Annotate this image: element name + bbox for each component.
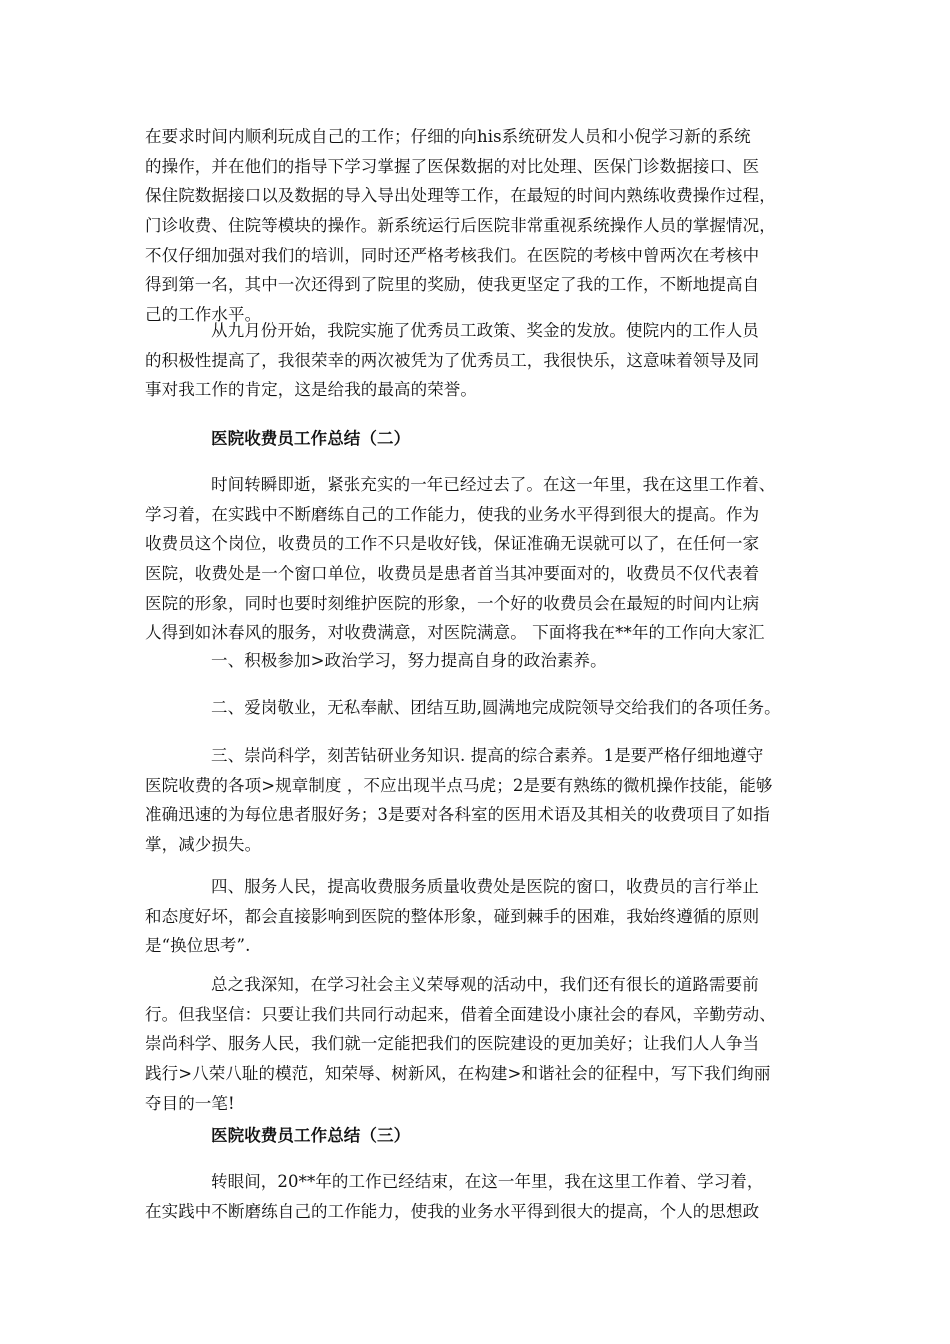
text-line: 是“换位思考”. (145, 936, 251, 956)
text-line: 门诊收费、住院等模块的操作。新系统运行后医院非常重视系统操作人员的掌握情况， (145, 216, 776, 236)
text-line: 行。但我坚信：只要让我们共同行动起来，借着全面建设小康社会的春风，辛勤劳动、 (145, 1004, 776, 1024)
text-line: 在要求时间内顺利玩成自己的工作；仔细的向his系统研发人员和小倪学习新的系统 (145, 127, 751, 146)
text-line: 时间转瞬即逝，紧张充实的一年已经过去了。在这一年里，我在这里工作着、 (211, 475, 776, 494)
text-line: 的积极性提高了，我很荣幸的两次被凭为了优秀员工，我很快乐，这意味着领导及同 (145, 350, 760, 370)
text-line: 一、积极参加>政治学习，努力提高自身的政治素养。 (211, 651, 607, 670)
section-heading-3 (145, 1121, 810, 1151)
list-item-3 (145, 741, 810, 860)
text-line: 四、服务人民，提高收费服务质量收费处是医院的窗口，收费员的言行举止 (211, 877, 759, 896)
text-line: 学习着，在实践中不断磨练自己的工作能力，使我的业务水平得到很大的提高。作为 (145, 504, 760, 524)
section-heading-2 (145, 424, 810, 454)
text-line: 夺目的一笔! (145, 1093, 235, 1113)
text-line: 医院收费的各项>规章制度 ，不应出现半点马虎；2是要有熟练的微机操作技能，能够 (145, 775, 773, 795)
text-line: 总之我深知，在学习社会主义荣辱观的活动中，我们还有很长的道路需要前 (211, 975, 759, 994)
text-line: 己的工作水平。 (145, 305, 262, 325)
text-line: 从九月份开始，我院实施了优秀员工政策、奖金的发放。使院内的工作人员 (211, 321, 759, 340)
text-line: 转眼间，20**年的工作已经结束，在这一年里，我在这里工作着、学习着， (211, 1172, 764, 1191)
text-line: 践行>八荣八耻的模范，知荣辱、树新风，在构建>和谐社会的征程中，写下我们绚丽 (145, 1064, 771, 1084)
text-line: 事对我工作的肯定，这是给我的最高的荣誉。 (145, 380, 477, 400)
paragraph-year-review (145, 470, 810, 648)
text-line: 和态度好坏，都会直接影响到医院的整体形象，碰到棘手的困难，我始终遵循的原则 (145, 906, 760, 926)
paragraph-excellent-staff (145, 316, 810, 405)
section-title: 医院收费员工作总结（三） (211, 1126, 411, 1145)
section-title: 医院收费员工作总结（二） (211, 429, 411, 448)
text-line: 掌，减少损失。 (145, 835, 262, 855)
paragraph-conclusion (145, 970, 810, 1118)
text-line: 医院的形象，同时也要时刻维护医院的形象，一个好的收费员会在最短的时间内让病 (145, 593, 760, 613)
text-line: 不仅仔细加强对我们的培训，同时还严格考核我们。在医院的考核中曾两次在考核中 (145, 245, 760, 265)
paragraph-year-end (145, 1167, 810, 1226)
list-item-1 (145, 646, 810, 676)
text-line: 崇尚科学、服务人民，我们就一定能把我们的医院建设的更加美好；让我们人人争当 (145, 1034, 760, 1054)
text-line: 保住院数据接口以及数据的导入导出处理等工作，在最短的时间内熟练收费操作过程， (145, 186, 776, 206)
paragraph-system-learning (145, 122, 810, 330)
text-line: 收费员这个岗位，收费员的工作不只是收好钱，保证准确无误就可以了，在任何一家 (145, 534, 760, 554)
text-line: 得到第一名，其中一次还得到了院里的奖励，使我更坚定了我的工作，不断地提高自 (145, 275, 760, 295)
text-line: 医院，收费处是一个窗口单位，收费员是患者首当其冲要面对的，收费员不仅代表着 (145, 564, 760, 584)
text-line: 在实践中不断磨练自己的工作能力，使我的业务水平得到很大的提高，个人的思想政 (145, 1201, 760, 1221)
text-line: 三、崇尚科学，刻苦钻研业务知识. 提高的综合素养。1是要严格仔细地遵守 (211, 746, 764, 765)
text-line: 的操作，并在他们的指导下学习掌握了医保数据的对比处理、医保门诊数据接口、医 (145, 156, 760, 176)
list-item-4 (145, 872, 810, 961)
text-line: 人得到如沐春风的服务，对收费满意，对医院满意。 下面将我在**年的工作向大家汇 (145, 623, 765, 643)
text-line: 准确迅速的为每位患者服好务；3是要对各科室的医用术语及其相关的收费项目了如指 (145, 805, 770, 825)
list-item-2 (145, 693, 810, 723)
text-line: 二、爱岗敬业，无私奉献、团结互助,圆满地完成院领导交给我们的各项任务。 (211, 698, 781, 717)
